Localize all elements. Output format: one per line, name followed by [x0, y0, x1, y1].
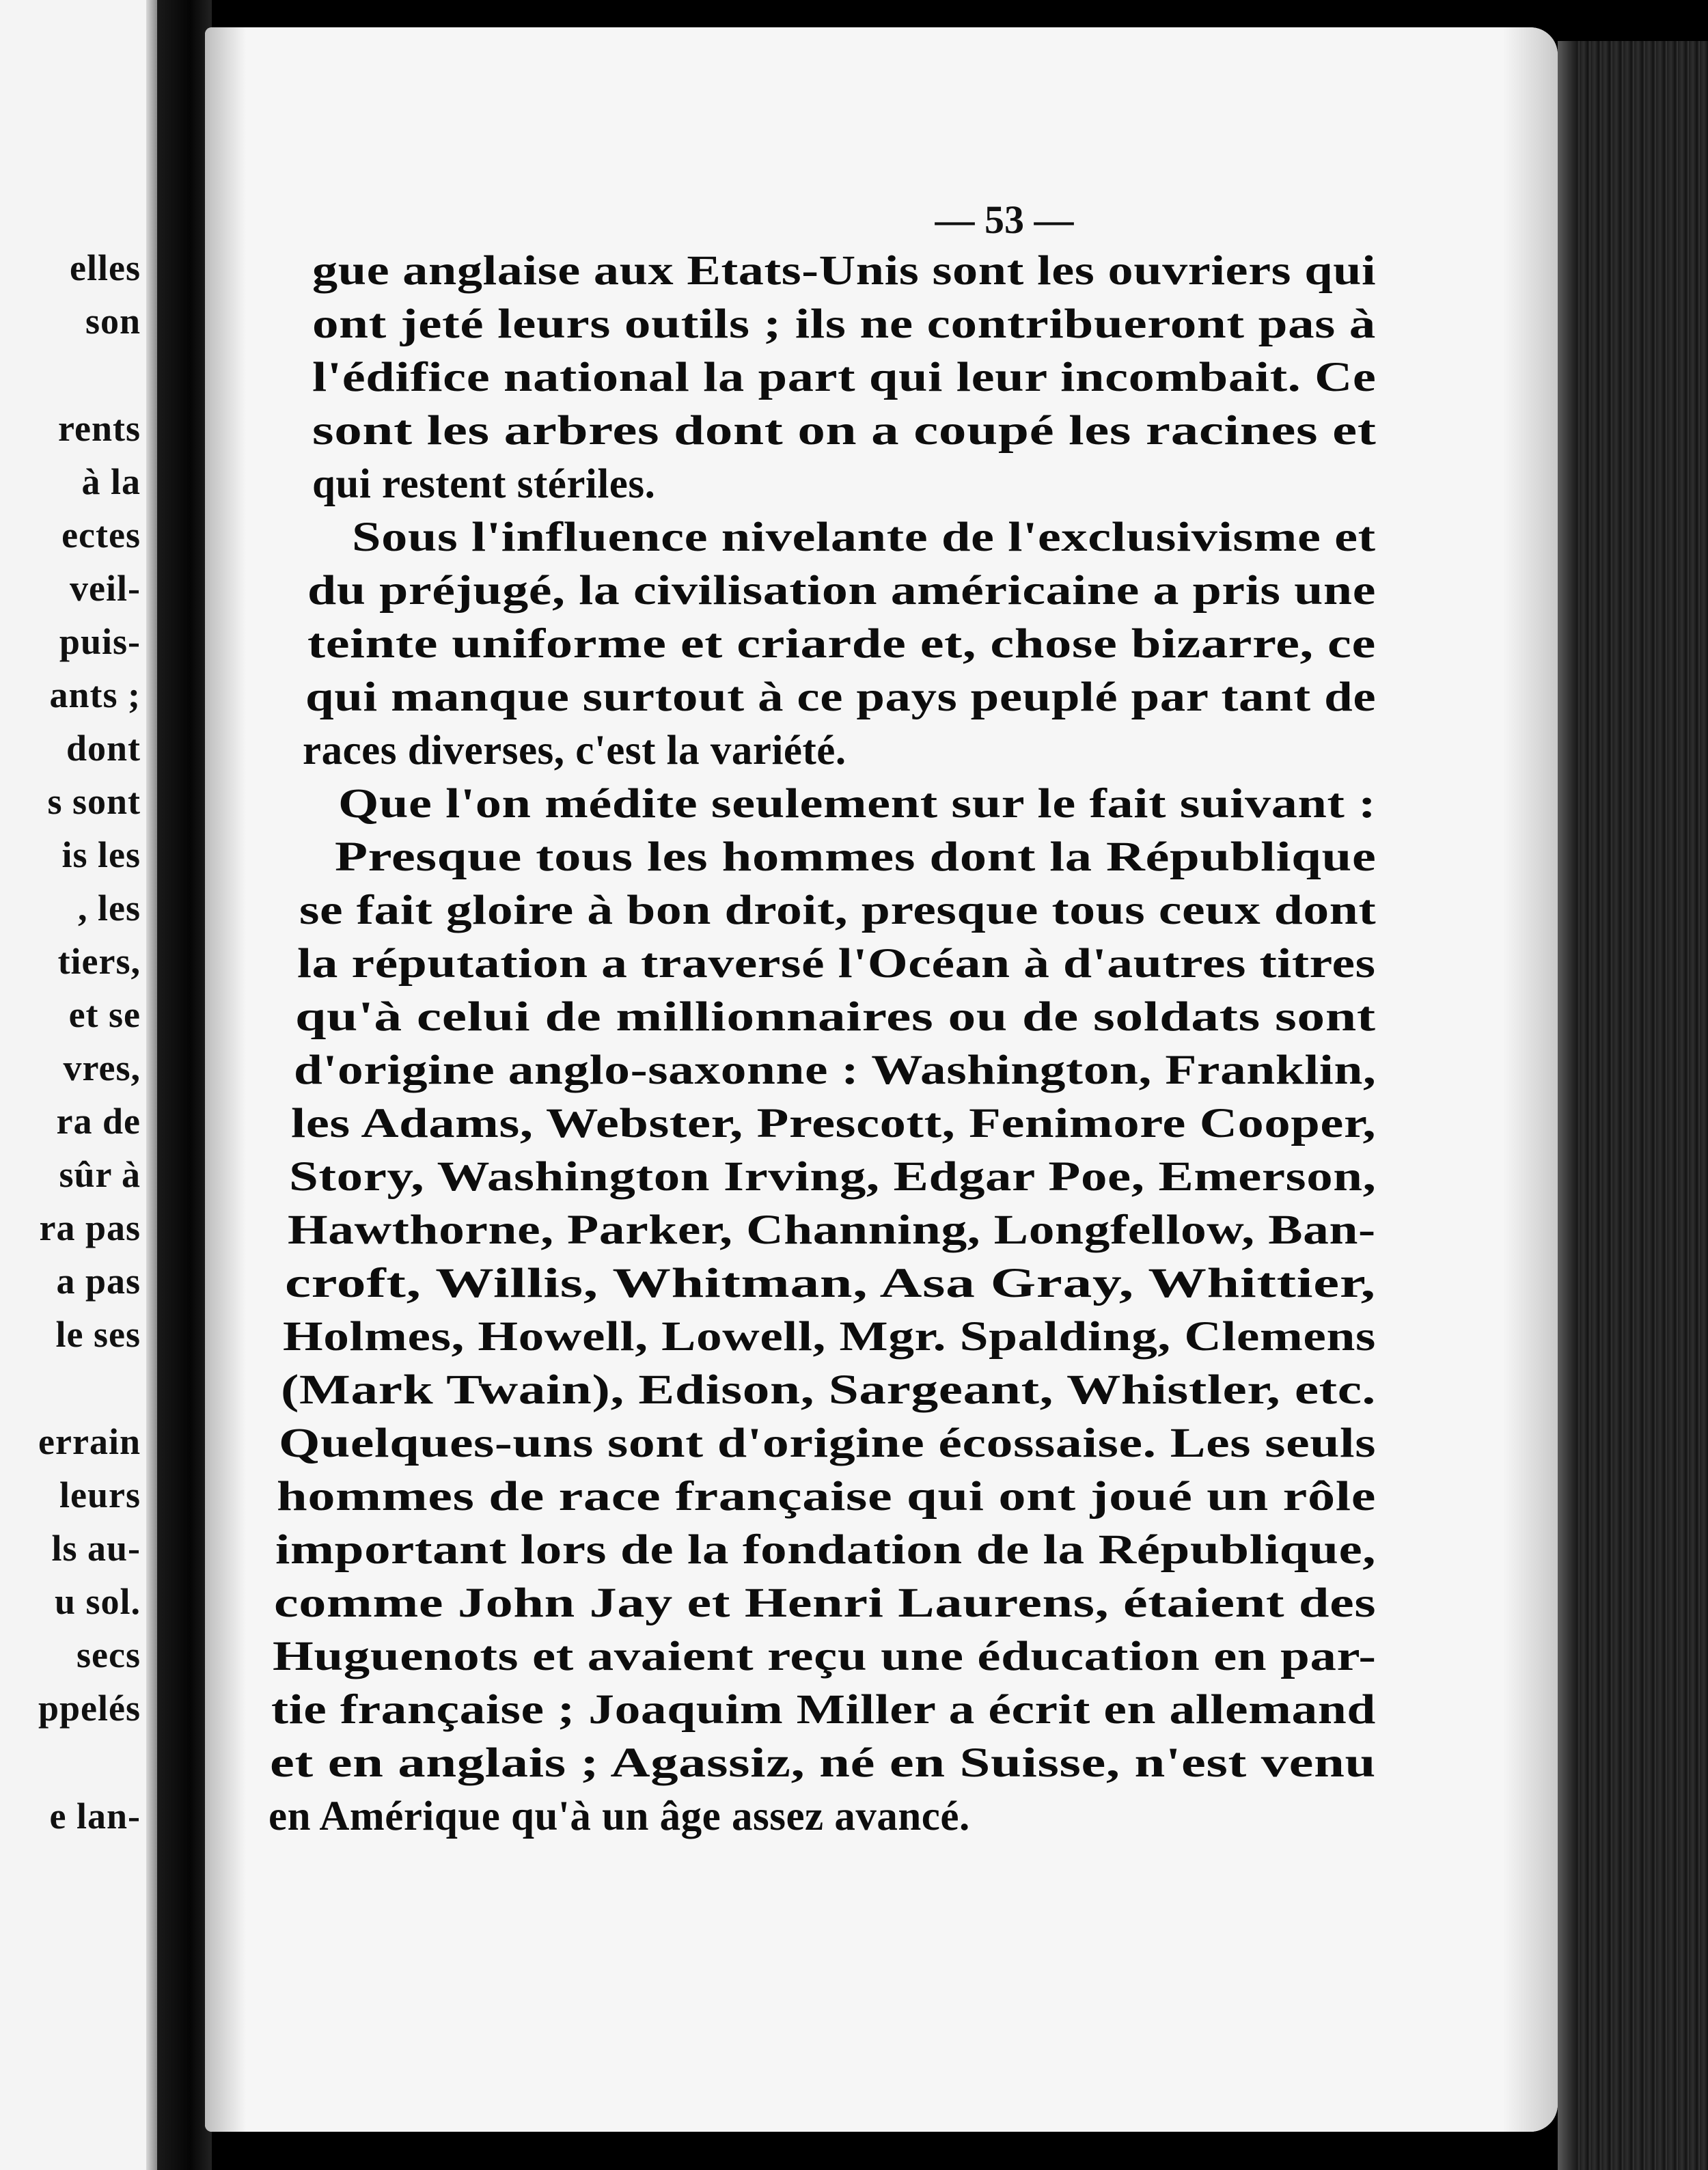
text-line: Story, Washington Irving, Edgar Poe, Emerson, — [289, 1154, 1377, 1200]
left-page-shadow — [146, 0, 157, 2170]
left-page-line: elles — [70, 247, 141, 288]
text-line: qu'à celui de millionnaires ou de soldats sont — [295, 994, 1376, 1040]
text-line: Quelques-uns sont d'origine écossaise. Les seuls — [279, 1420, 1377, 1466]
text-line: (Mark Twain), Edison, Sargeant, Whistler, etc. — [281, 1367, 1376, 1413]
main-page — [205, 27, 1558, 2132]
left-page-line: puis- — [59, 621, 141, 662]
text-line: important lors de la fondation de la République, — [275, 1527, 1377, 1573]
left-page-line: à la — [81, 461, 141, 502]
page-shade-right — [1503, 27, 1558, 2132]
text-line: Que l'on médite seulement sur le fait suivant : — [338, 781, 1377, 827]
text-line: Sous l'influence nivelante de l'exclusivisme et — [352, 514, 1376, 560]
text-line: qui manque surtout à ce pays peuplé par tant de — [305, 674, 1377, 720]
left-page-line: dont — [66, 728, 141, 769]
left-page-line: , les — [78, 888, 141, 929]
text-line: hommes de race française qui ont joué un rôle — [277, 1474, 1377, 1520]
text-line: Presque tous les hommes dont la République — [335, 834, 1377, 880]
text-line: ont jeté leurs outils ; ils ne contribueront pas à — [312, 301, 1376, 347]
text-line: Holmes, Howell, Lowell, Mgr. Spalding, Clemens — [283, 1314, 1376, 1360]
text-line: en Amérique qu'à un âge assez avancé. — [268, 1794, 970, 1839]
left-page-line: secs — [77, 1634, 141, 1675]
left-page-line: is les — [61, 834, 141, 875]
left-page-line: veil- — [70, 568, 141, 609]
left-page — [0, 0, 157, 2170]
text-line: tie française ; Joaquim Miller a écrit en allemand — [271, 1687, 1376, 1733]
page-edges — [1558, 41, 1708, 2170]
text-line: sont les arbres dont on a coupé les racines et — [312, 408, 1377, 454]
text-line: teinte uniforme et criarde et, chose bizarre, ce — [307, 621, 1376, 667]
left-page-line: son — [85, 301, 141, 342]
left-page-line: et se — [68, 994, 141, 1035]
left-page-line: le ses — [55, 1314, 141, 1355]
left-page-line: a pas — [56, 1261, 141, 1302]
left-page-line: rents — [58, 408, 141, 449]
left-page-line: leurs — [59, 1474, 141, 1515]
left-page-line: ants ; — [49, 674, 141, 715]
left-page-line: s sont — [47, 781, 141, 822]
left-page-line: sûr à — [59, 1154, 141, 1195]
text-line: la réputation a traversé l'Océan à d'autres titres — [297, 941, 1376, 987]
left-page-line: ectes — [61, 514, 141, 555]
left-page-line: e lan- — [49, 1796, 141, 1837]
text-line: gue anglaise aux Etats-Unis sont les ouvriers qui — [312, 248, 1377, 294]
left-page-line: ls au- — [51, 1528, 141, 1569]
left-page-line: tiers, — [57, 941, 141, 982]
left-page-line: ra de — [56, 1101, 141, 1142]
text-line: l'édifice national la part qui leur incombait. Ce — [312, 355, 1377, 400]
text-line: Hawthorne, Parker, Channing, Longfellow, Ban- — [288, 1207, 1376, 1253]
text-line: et en anglais ; Agassiz, né en Suisse, n'est venu — [270, 1740, 1377, 1786]
text-line: qui restent stériles. — [312, 461, 656, 507]
text-line: races diverses, c'est la variété. — [303, 728, 846, 773]
text-line: se fait gloire à bon droit, presque tous ceux dont — [299, 888, 1377, 933]
text-line: comme John Jay et Henri Laurens, étaient des — [274, 1580, 1377, 1626]
left-page-line: ppelés — [38, 1688, 141, 1729]
page-shade-left — [205, 27, 246, 2132]
left-page-line: errain — [38, 1421, 141, 1462]
text-line: croft, Willis, Whitman, Asa Gray, Whittier, — [285, 1261, 1376, 1306]
text-line: d'origine anglo-saxonne : Washington, Franklin, — [294, 1047, 1377, 1093]
text-line: Huguenots et avaient reçu une éducation en par- — [273, 1634, 1377, 1679]
text-line: les Adams, Webster, Prescott, Fenimore Cooper, — [291, 1101, 1377, 1146]
page-edge-highlight — [1558, 41, 1577, 2170]
text-line: du préjugé, la civilisation américaine a pris une — [307, 568, 1376, 614]
left-page-line: vres, — [63, 1047, 141, 1088]
book-gutter — [157, 0, 212, 2170]
page-number: — 53 — — [935, 197, 1074, 242]
left-page-line: ra pas — [39, 1207, 141, 1248]
left-page-line: u sol. — [54, 1581, 141, 1622]
